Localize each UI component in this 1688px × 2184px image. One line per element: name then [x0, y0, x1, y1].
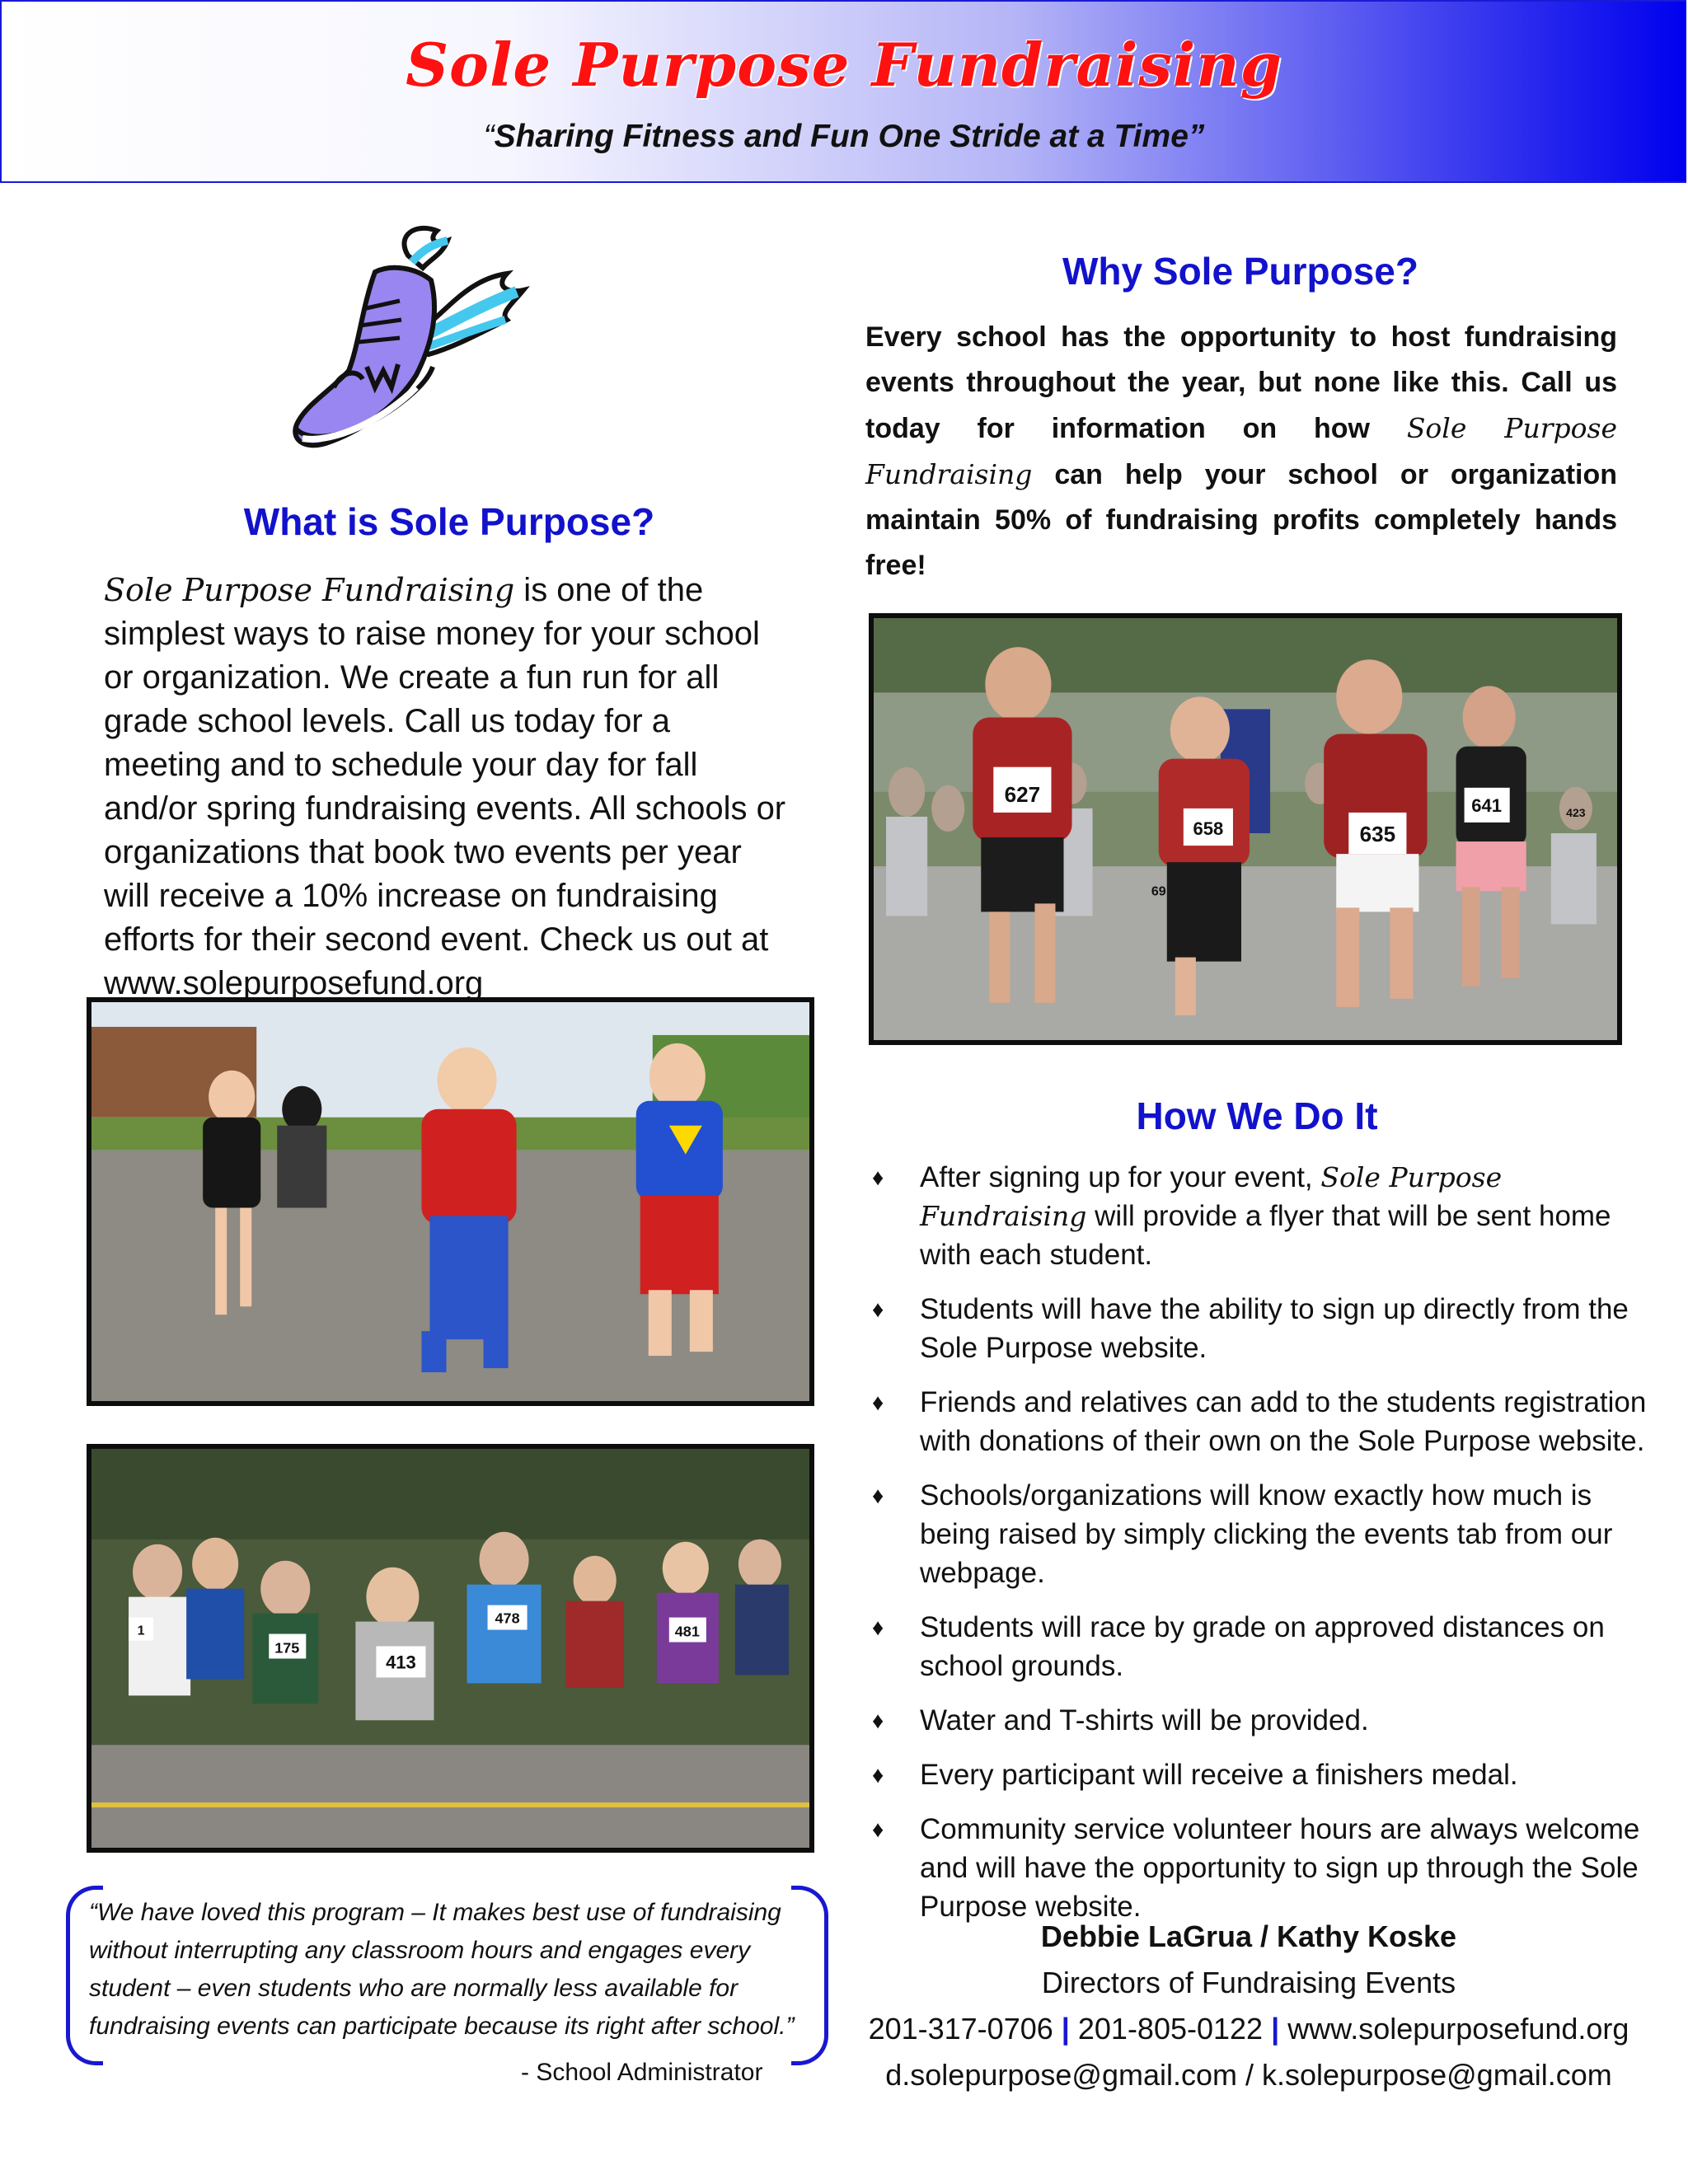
bib-627: 627 — [1004, 781, 1041, 807]
bib-481: 481 — [674, 1623, 700, 1640]
diamond-bullet-icon: ♦ — [872, 1390, 884, 1415]
bib-658: 658 — [1193, 818, 1224, 840]
contact-emails[interactable]: d.solepurpose@gmail.com / k.solepurpose@gmail.com — [885, 2058, 1612, 2092]
diamond-bullet-icon: ♦ — [872, 1816, 884, 1842]
how-item — [872, 1290, 1647, 1367]
how-item — [872, 1701, 1647, 1740]
winged-shoe-icon — [284, 223, 540, 453]
how-item-text: After signing up for your event, — [920, 1161, 1321, 1193]
tagline-text: Sharing Fitness and Fun One Stride at a Time” — [494, 119, 1205, 154]
diamond-bullet-icon: ♦ — [872, 1483, 884, 1508]
how-item — [872, 1383, 1647, 1460]
how-item-text: Every participant will receive a finishers medal. — [920, 1759, 1518, 1791]
bib-413: 413 — [386, 1652, 416, 1673]
tagline-open-quote: “ — [483, 119, 495, 154]
bib-641: 641 — [1471, 794, 1503, 816]
superhero-runners-photo — [87, 997, 814, 1406]
race-photo — [869, 613, 1622, 1045]
bib-1: 1 — [137, 1624, 145, 1638]
header-banner — [0, 0, 1686, 183]
separator: | — [1271, 2012, 1280, 2046]
bib-478: 478 — [495, 1610, 520, 1627]
bib-175: 175 — [274, 1639, 300, 1657]
how-list — [872, 1158, 1647, 1942]
how-item — [872, 1476, 1647, 1592]
how-item-text: Schools/organizations will know exactly how much is being raised by simply clicking the events tab from our webpage. — [920, 1479, 1613, 1589]
testimonial-quote — [66, 1886, 828, 2060]
website-link[interactable]: www.solepurposefund.org — [1287, 2012, 1629, 2046]
phone-1[interactable]: 201-317-0706 — [868, 2012, 1053, 2046]
why-heading: Why Sole Purpose? — [1062, 250, 1418, 293]
contact-block — [857, 1914, 1640, 2098]
how-heading: How We Do It — [1136, 1094, 1378, 1137]
contact-names: Debbie LaGrua / Kathy Koske — [1040, 1919, 1457, 1953]
what-body — [104, 569, 796, 1005]
why-text-before: Every school has the opportunity to host fundraising events throughout the year, but none like this. Call us today for information on how — [865, 321, 1617, 444]
how-item — [872, 1158, 1647, 1274]
how-item-text: will provide a flyer that will be sent home with each student. — [920, 1200, 1611, 1271]
quote-text: “We have loved this program – It makes best use of fundraising without interrupting any classroom hours and engages every student – even students who are normally less available for fundraising events can participate because its right after school.” — [89, 1899, 795, 2040]
tagline — [2, 119, 1686, 155]
quote-attribution: - School Administrator — [521, 2059, 763, 2086]
how-item-text: Water and T-shirts will be provided. — [920, 1704, 1369, 1736]
how-item-brand: Sole Purpose Fundraising — [920, 1161, 1503, 1232]
how-item-text: Community service volunteer hours are always welcome and will have the opportunity to sign up through the Sole Purpose website. — [920, 1813, 1640, 1923]
start-line-photo — [87, 1444, 814, 1853]
how-item — [872, 1755, 1647, 1794]
separator: | — [1061, 2012, 1070, 2046]
contact-phones — [857, 2006, 1640, 2052]
contact-role: Directors of Fundraising Events — [1041, 1966, 1456, 1999]
bib-69: 69 — [1151, 883, 1166, 899]
how-item — [872, 1810, 1647, 1926]
what-brand: Sole Purpose Fundraising — [104, 572, 515, 608]
diamond-bullet-icon: ♦ — [872, 1165, 884, 1190]
phone-2[interactable]: 201-805-0122 — [1077, 2012, 1264, 2046]
diamond-bullet-icon: ♦ — [872, 1615, 884, 1640]
what-text: is one of the simplest ways to raise money for your school or organization. We create a fun run for all grade school levels. Call us today for a meeting and to schedule your day for fall and/or spring fundraising events. All schools or organizations that book two events per year will receive a 10% increase on fundraising efforts for their second event. Check us out at www.solepurposefund.org — [104, 572, 786, 1001]
diamond-bullet-icon: ♦ — [872, 1296, 884, 1322]
bib-635: 635 — [1359, 822, 1396, 847]
page-title: Sole Purpose Fundraising — [406, 30, 1282, 100]
how-item-text: Students will have the ability to sign up directly from the Sole Purpose website. — [920, 1293, 1629, 1364]
diamond-bullet-icon: ♦ — [872, 1762, 884, 1788]
diamond-bullet-icon: ♦ — [872, 1708, 884, 1733]
what-heading: What is Sole Purpose? — [243, 500, 655, 543]
why-text-after: can help your school or organization maintain 50% of fundraising profits completely hands free! — [865, 459, 1617, 581]
why-brand: Sole Purpose Fundraising — [865, 412, 1617, 490]
how-item-text: Students will race by grade on approved distances on school grounds. — [920, 1611, 1605, 1682]
how-item — [872, 1608, 1647, 1685]
why-body — [865, 315, 1617, 588]
bib-423: 423 — [1566, 805, 1586, 819]
how-item-text: Friends and relatives can add to the students registration with donations of their own on the Sole Purpose website. — [920, 1386, 1647, 1457]
